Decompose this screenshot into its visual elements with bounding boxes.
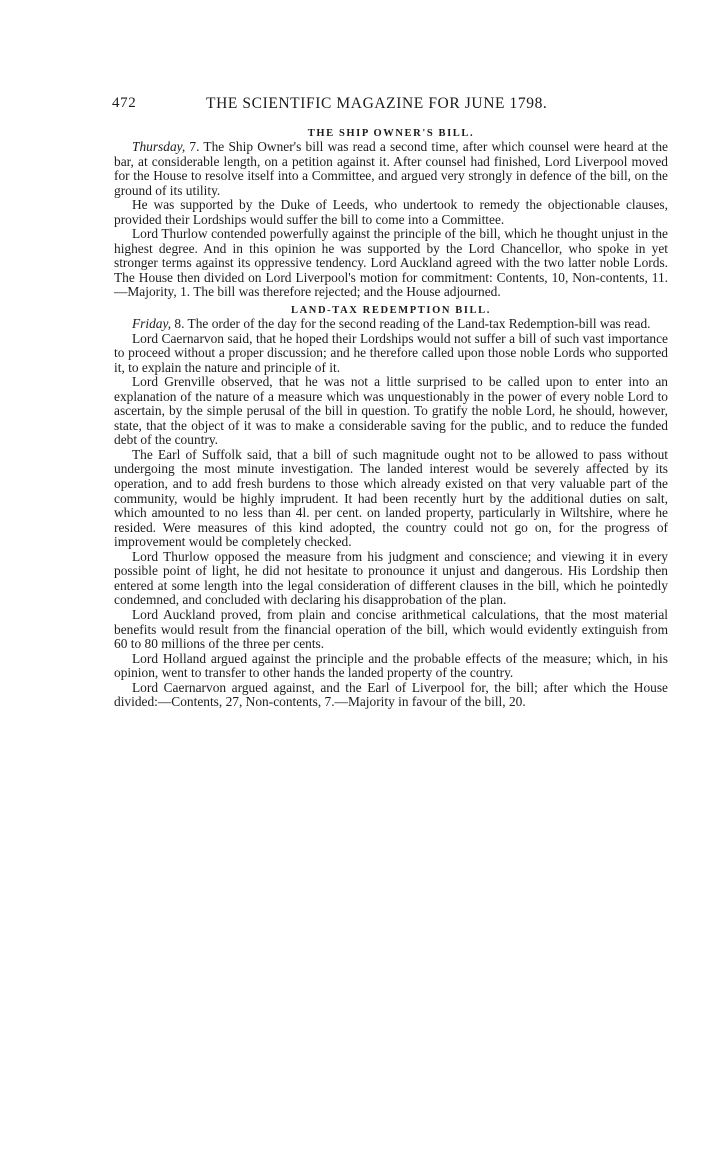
paragraph bbox=[114, 652, 668, 681]
paragraph bbox=[114, 448, 668, 550]
paragraph-text: Lord Thurlow contended powerfully against the principle of the bill, which he thought unjust in the highest degree. And in this opinion he was supported by the Lord Chancellor, who spoke in yet stronger terms against its oppressive tendency. Lord Auckland agreed with the two latter noble Lords. The House then divided on Lord Liverpool's motion for commitment: Contents, 10, Non-contents, 11.—Majority, 1. The bill was therefore rejected; and the House adjourned. bbox=[114, 226, 668, 300]
paragraph-text: 8. The order of the day for the second reading of the Land-tax Redemption-bill was read. bbox=[171, 316, 651, 332]
paragraph bbox=[114, 227, 668, 300]
paragraph bbox=[114, 317, 668, 332]
paragraph-text: The Earl of Suffolk said, that a bill of such magnitude ought not to be allowed to pass without undergoing the most minute investigation. The landed interest would be severely affected by its operation, and to add fresh burdens to those which already existed on that very valuable part of the community, would be highly imprudent. It had been recently hurt by the additional duties on salt, which amounted to no less than 4l. per cent. on landed property, particularly in Wiltshire, where he resided. Were measures of this kind adopted, the country could not go on, for the progress of improvement would be completely checked. bbox=[114, 446, 668, 550]
section-heading: THE SHIP OWNER'S BILL. bbox=[307, 128, 475, 139]
paragraph bbox=[114, 198, 668, 227]
page-number: 472 bbox=[112, 95, 137, 111]
running-head-title: THE SCIENTIFIC MAGAZINE FOR JUNE 1798. bbox=[206, 95, 548, 112]
section-heading: LAND-TAX REDEMPTION BILL. bbox=[291, 305, 491, 317]
section-land-tax-redemption-bill bbox=[114, 304, 668, 710]
section-ship-owners-bill bbox=[114, 127, 668, 300]
date-lead: Thursday, bbox=[132, 139, 186, 154]
paragraph bbox=[114, 375, 668, 448]
paragraph-text: Lord Thurlow opposed the measure from his judgment and conscience; and viewing it in every possible point of light, he did not hesitate to pronounce it unjust and dangerous. His Lordship then entered at some length into the legal consideration of different clauses in the bill, which he pointedly condemned, and concluded with declaring his disapprobation of the plan. bbox=[114, 548, 668, 608]
running-head bbox=[114, 95, 668, 115]
paragraph bbox=[114, 140, 668, 198]
magazine-page bbox=[114, 95, 668, 710]
paragraph bbox=[114, 681, 668, 710]
paragraph-text: Lord Caernarvon argued against, and the Earl of Liverpool for, the bill; after which the House divided:—Contents, 27, Non-contents, 7.—Majority in favour of the bill, 20. bbox=[114, 679, 668, 710]
paragraph-text: 7. The Ship Owner's bill was read a second time, after which counsel were heard at the bar, at considerable length, on a petition against it. After counsel had finished, Lord Liverpool moved for the House to resolve itself into a Committee, and argued very strongly in defence of the bill, on the ground of its utility. bbox=[114, 139, 668, 198]
paragraph-text: Lord Caernarvon said, that he hoped their Lordships would not suffer a bill of such vast importance to proceed without a proper discussion; and he therefore called upon those noble Lords who supported it, to explain the nature and principle of it. bbox=[114, 330, 668, 375]
paragraph-text: He was supported by the Duke of Leeds, who undertook to remedy the objectionable clauses, provided their Lordships would suffer the bill to come into a Committee. bbox=[114, 197, 668, 227]
paragraph-text: Lord Grenville observed, that he was not a little surprised to be called upon to enter into an explanation of the nature of a measure which was unquestionably in the power of every noble Lord to ascertain, by the simple perusal of the bill in question. To gratify the noble Lord, he should, however, state, that the object of it was to make a considerable saving for the public, and to reduce the funded debt of the country. bbox=[114, 374, 668, 448]
paragraph bbox=[114, 608, 668, 652]
paragraph bbox=[114, 550, 668, 608]
date-lead: Friday, bbox=[132, 316, 172, 332]
paragraph-text: Lord Holland argued against the principle and the probable effects of the measure; which, in his opinion, went to transfer to other hands the landed property of the country. bbox=[114, 650, 668, 681]
paragraph-text: Lord Auckland proved, from plain and concise arithmetical calculations, that the most material benefits would result from the financial operation of the bill, which would evidently extinguish from 60 to 80 millions of the three per cents. bbox=[114, 606, 668, 652]
paragraph bbox=[114, 332, 668, 376]
